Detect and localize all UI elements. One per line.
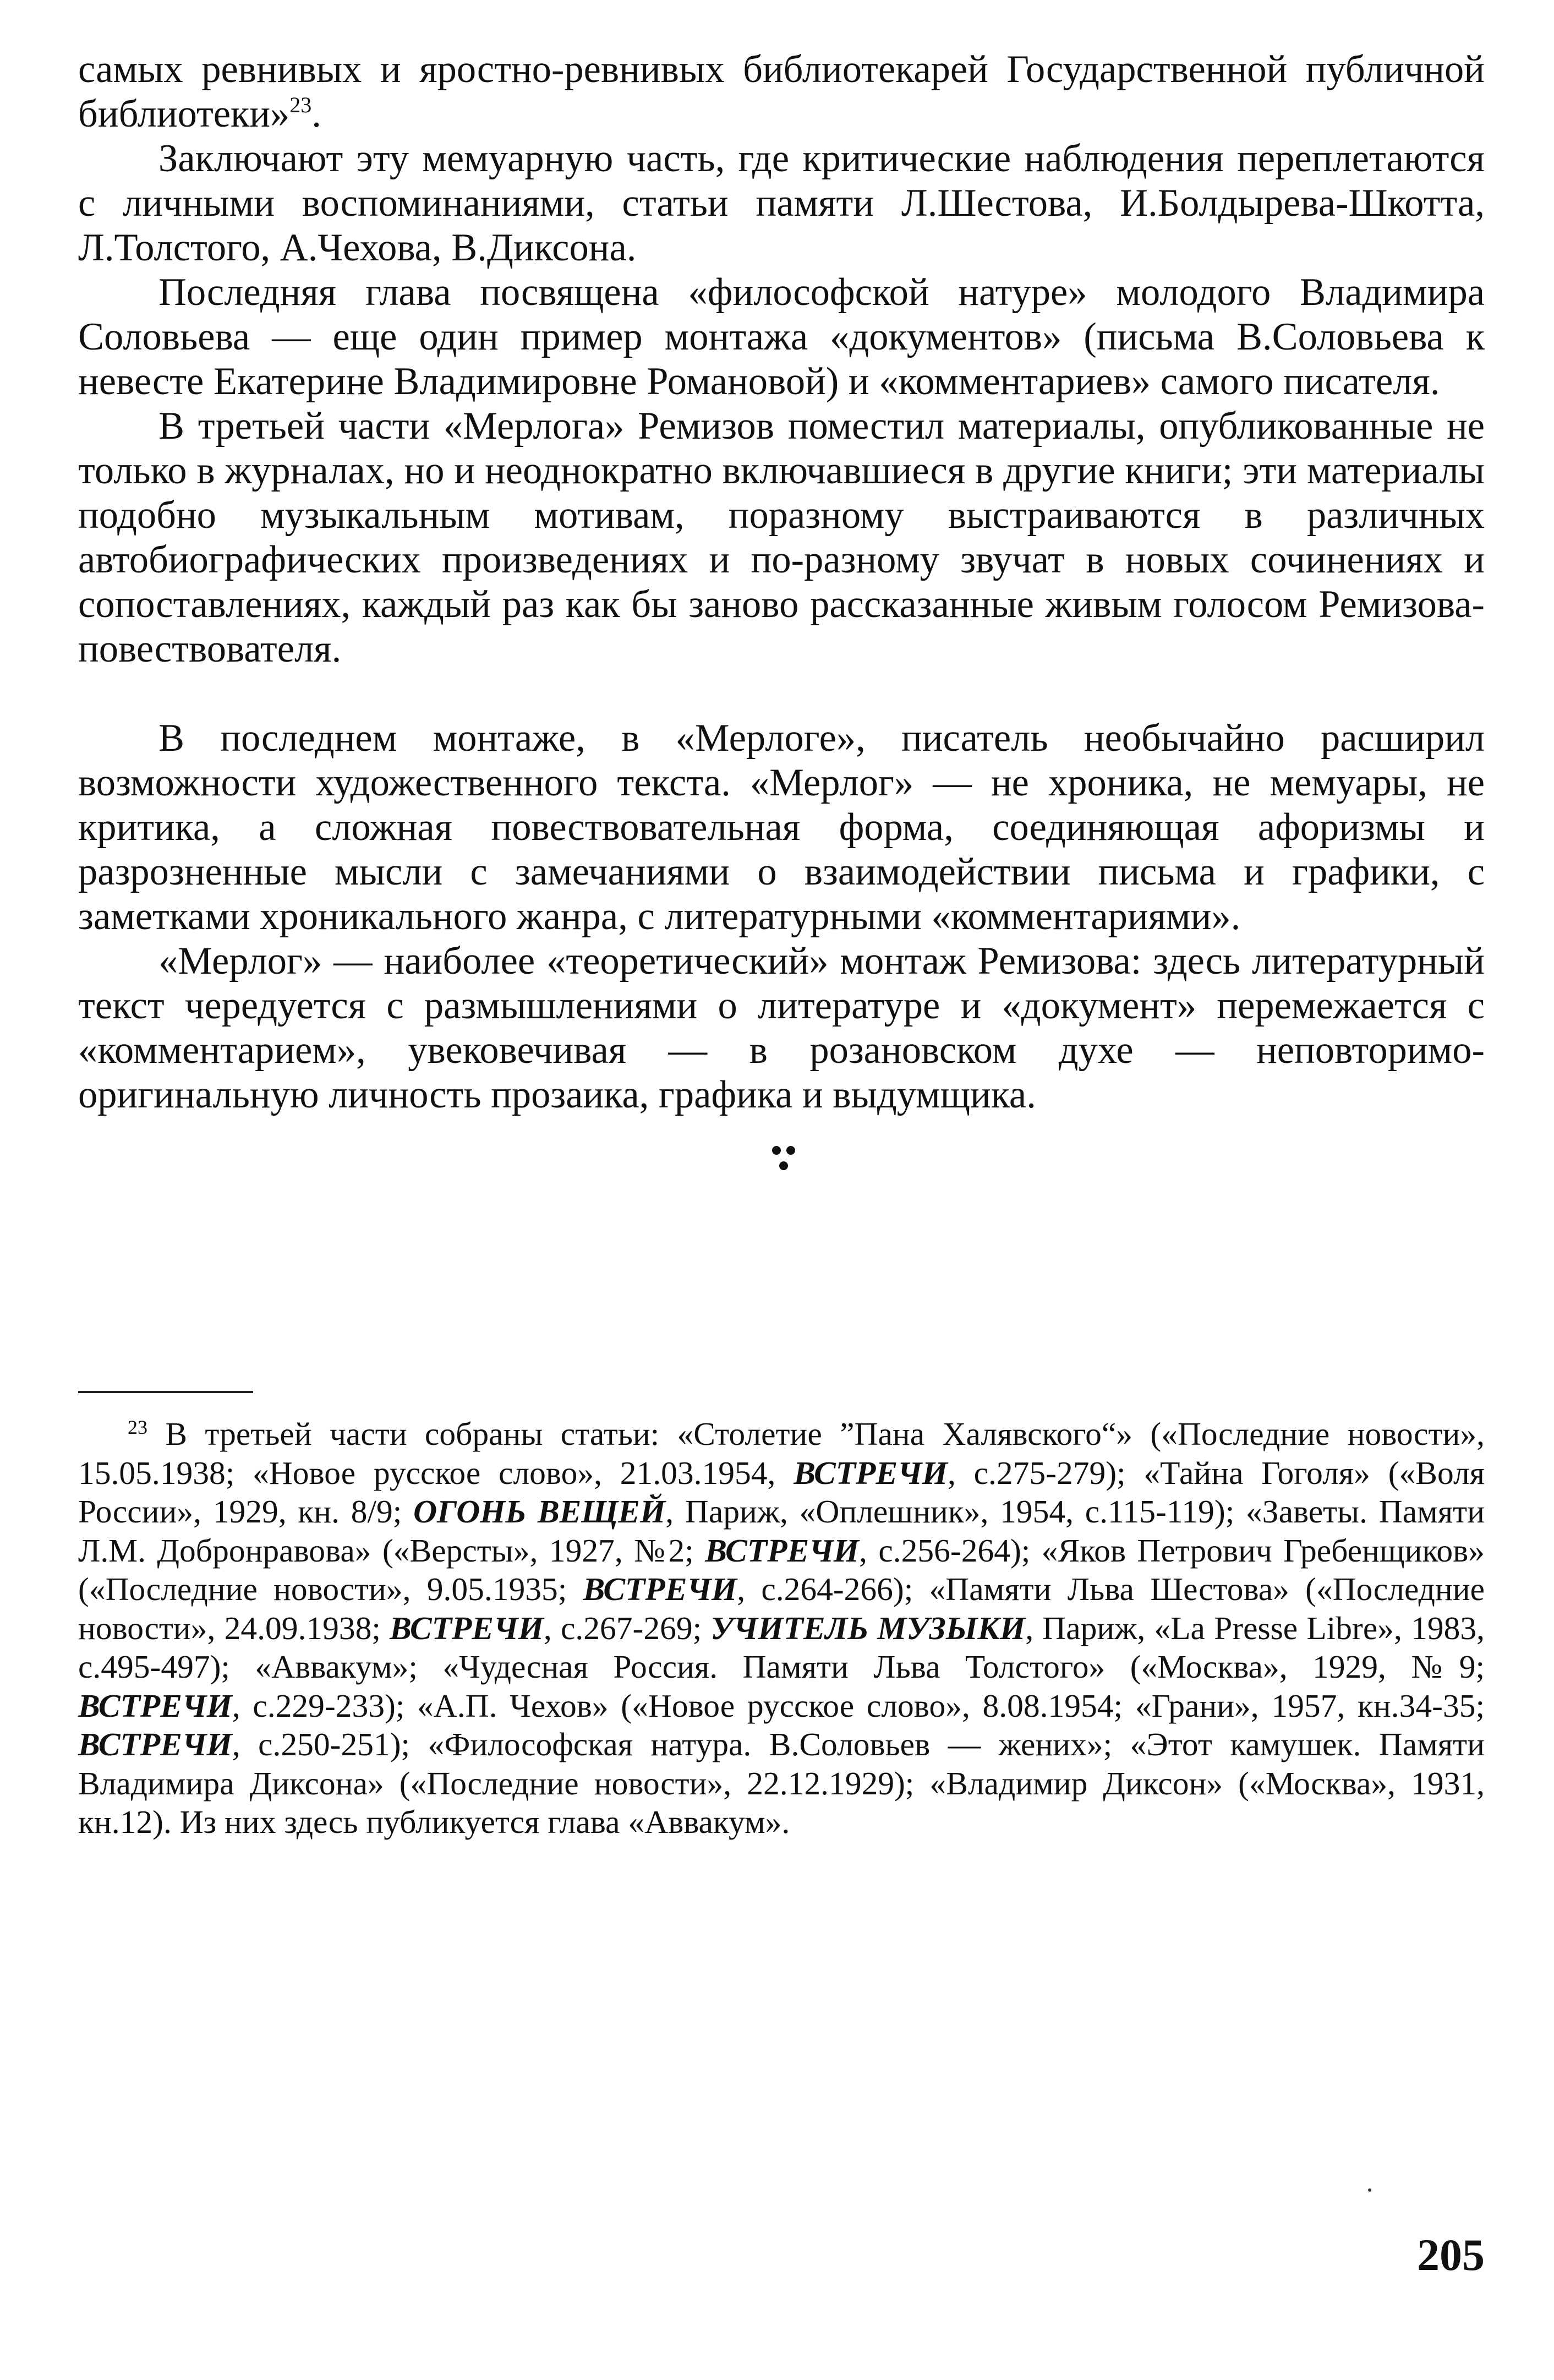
separator-block bbox=[78, 1117, 1485, 1415]
footnote-text: , с.264-266); «Памяти Льва Шестова» («Последние новости», 24.09.1938; bbox=[78, 1571, 1485, 1646]
footnote-reference[interactable]: 23 bbox=[289, 92, 312, 117]
footnote-text: , Париж, «La Presse Libre», 1983, с.495-497); «Аввакум»; «Чудесная Россия. Памяти Льва Толстого» («Москва», 1929, №9; bbox=[78, 1609, 1485, 1685]
main-text bbox=[78, 47, 1485, 1117]
asterism-separator bbox=[758, 1139, 808, 1189]
footnote-book-title: ОГОНЬ ВЕЩЕЙ bbox=[413, 1493, 666, 1530]
footnote-book-title: ВСТРЕЧИ bbox=[705, 1532, 860, 1569]
footnote-text: , с.229-233); «А.П. Чехов» («Новое русское слово», 8.08.1954; «Грани», 1957, кн.34-35; bbox=[232, 1687, 1485, 1724]
paragraph-2: Заключают эту мемуарную часть, где критические наблюдения переплетаются с личными воспоминаниями, статьи памяти Л.Шестова, И.Болдырева-Шкотта, Л.Толстого, А.Чехова, В.Диксона. bbox=[78, 137, 1485, 269]
footnote-23 bbox=[78, 1415, 1485, 1842]
footnote-text: , с.267-269; bbox=[543, 1609, 711, 1646]
footnote-rule bbox=[78, 1391, 253, 1393]
footnote-text: , с.256-264); «Яков Петрович Гребенщиков» («Последние новости», 9.05.1935; bbox=[78, 1532, 1485, 1607]
footnote-marker: 23 bbox=[128, 1416, 147, 1438]
footnote-book-title: ВСТРЕЧИ bbox=[78, 1687, 232, 1724]
footnote-book-title: ВСТРЕЧИ bbox=[390, 1609, 544, 1646]
footnote-book-title: ВСТРЕЧИ bbox=[78, 1726, 232, 1762]
footnote-text: , с.275-279); «Тайна Гоголя» («Воля России», 1929, кн. 8/9; bbox=[78, 1454, 1485, 1530]
footnote-text: , с.250-251); «Философская натура. В.Соловьев — жених»; «Этот камушек. Памяти Владимира Диксона» («Последние новости», 22.12.1929); «Владимир Диксон» («Москва», 1931, кн.12). Из них здесь публикуется глава «Аввакум». bbox=[78, 1726, 1485, 1840]
footnotes bbox=[78, 1415, 1485, 1842]
paragraph-1: самых ревнивых и яростно-ревнивых библиотекарей Государственной публичной библиотеки»$^{23}$. bbox=[78, 48, 1485, 135]
paragraph-4: В третьей части «Мерлога» Ремизов поместил материалы, опубликованные не только в журналах, но и неоднократно включавшиеся в другие книги; эти материалы подобно музыкальным мотивам, поразному выстраиваются в различных автобиографических произведениях и по-разному звучат в новых сочинениях и сопоставлениях, каждый раз как бы заново рассказанные живым голосом Ремизова-повествователя. bbox=[78, 405, 1485, 670]
footnote-text: , Париж, «Оплешник», 1954, с.115-119); «Заветы. Памяти Л.М. Добронравова» («Версты», 1927, №2; bbox=[78, 1493, 1485, 1569]
page-body bbox=[78, 47, 1485, 1842]
paragraph-3: Последняя глава посвящена «философской натуре» молодого Владимира Соловьева — еще один пример монтажа «документов» (письма В.Соловьева к невесте Екатерине Владимировне Романовой) и «комментариев» самого писателя. bbox=[78, 271, 1485, 403]
footnote-book-title: ВСТРЕЧИ bbox=[583, 1571, 737, 1607]
footnote-book-title: ВСТРЕЧИ bbox=[794, 1454, 948, 1491]
print-speck bbox=[1368, 2188, 1371, 2192]
paragraph-6: «Мерлог» — наиболее «теоретический» монтаж Ремизова: здесь литературный текст чередуется с размышлениями о литературе и «документ» перемежается с «комментарием», увековечивая — в розановском духе — неповторимо-оригинальную личность прозаика, графика и выдумщика. bbox=[78, 940, 1485, 1116]
paragraph-5: В последнем монтаже, в «Мерлоге», писатель необычайно расширил возможности художественного текста. «Мерлог» — не хроника, не мемуары, не критика, а сложная повествовательная форма, соединяющая афоризмы и разрозненные мысли с замечаниями о взаимодействии письма и графики, с заметками хроникального жанра, с литературными «комментариями». bbox=[78, 717, 1485, 938]
section-gap bbox=[78, 672, 1485, 716]
footnote-text: В третьей части собраны статьи: «Столетие ”Пана Халявского“» («Последние новости», 15.05.1938; «Новое русское слово», 21.03.1954, bbox=[78, 1416, 1485, 1491]
page-number: 205 bbox=[1417, 2230, 1485, 2280]
footnote-book-title: УЧИТЕЛЬ МУЗЫКИ bbox=[710, 1609, 1026, 1646]
